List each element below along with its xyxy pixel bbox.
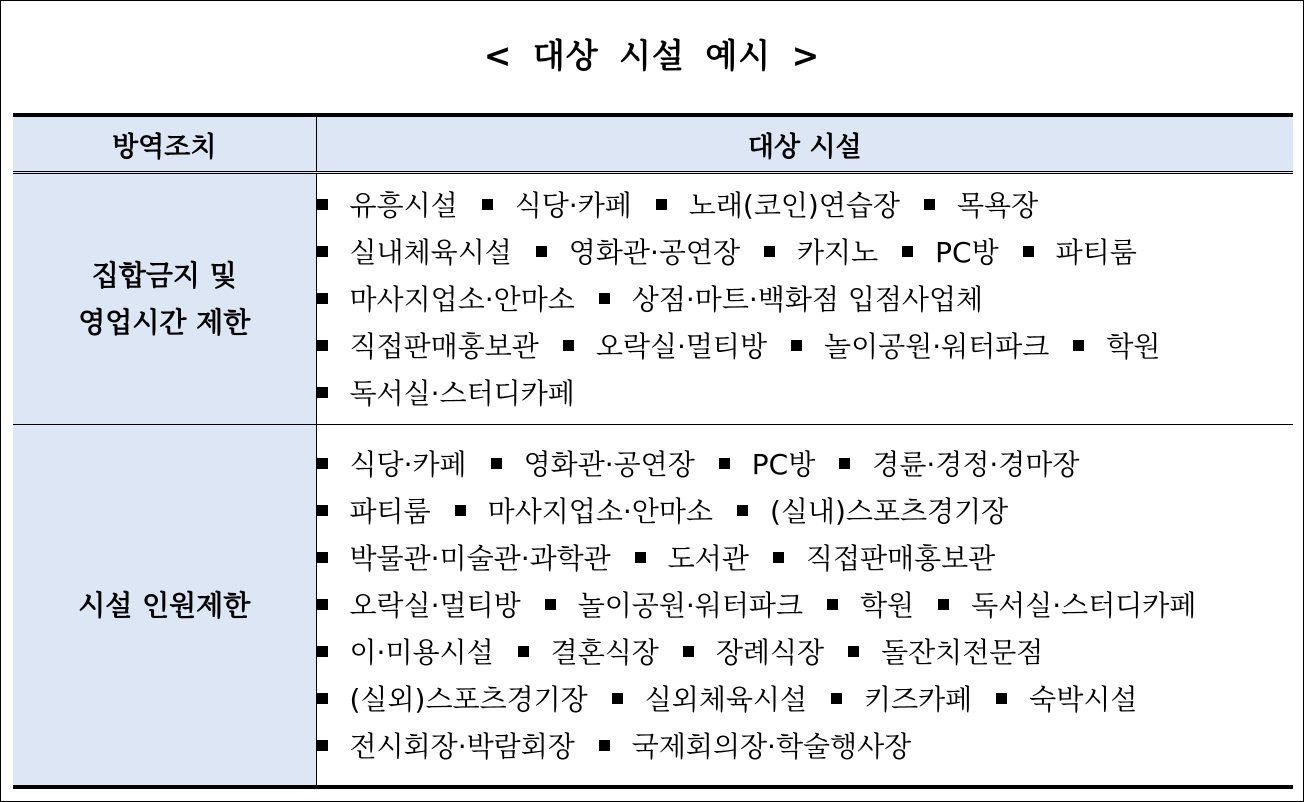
- header-facilities: 대상 시설: [316, 115, 1293, 173]
- facility-item: 직접판매홍보관: [349, 329, 539, 363]
- square-bullet-icon: [317, 199, 328, 210]
- facility-item: 마사지업소·안마소: [349, 282, 575, 316]
- facility-item: 전시회장·박람회장: [349, 729, 575, 763]
- square-bullet-icon: [1073, 340, 1084, 351]
- facility-item: 장례식장: [715, 635, 825, 669]
- facilities-cell: [316, 425, 1293, 788]
- facility-item: 이·미용시설: [349, 635, 494, 669]
- square-bullet-icon: [545, 599, 556, 610]
- square-bullet-icon: [791, 340, 802, 351]
- measure-label: 시설 인원제한: [78, 588, 251, 622]
- square-bullet-icon: [773, 552, 784, 563]
- facility-item: 식당·카페: [349, 447, 467, 481]
- square-bullet-icon: [719, 458, 730, 469]
- measure-label: 집합금지 및: [91, 259, 237, 292]
- facility-item: 결혼식장: [550, 635, 659, 669]
- facility-item: 국제회의장·학술행사장: [631, 729, 912, 763]
- square-bullet-icon: [491, 458, 502, 469]
- facility-item: 식당·카페: [514, 188, 632, 222]
- square-bullet-icon: [848, 646, 859, 657]
- square-bullet-icon: [317, 693, 328, 704]
- facility-item: 독서실·스터디카페: [971, 588, 1197, 622]
- square-bullet-icon: [635, 552, 646, 563]
- facility-item: 영화관·공연장: [523, 447, 695, 481]
- square-bullet-icon: [536, 246, 547, 257]
- facility-item: 실외체육시설: [644, 682, 808, 716]
- measure-label: 영업시간 제한: [78, 306, 251, 339]
- facility-line: [317, 441, 1294, 488]
- square-bullet-icon: [683, 646, 694, 657]
- square-bullet-icon: [827, 599, 838, 610]
- square-bullet-icon: [656, 199, 667, 210]
- square-bullet-icon: [317, 552, 328, 563]
- facility-line: [317, 629, 1294, 676]
- square-bullet-icon: [317, 458, 328, 469]
- facility-item: 독서실·스터디카페: [349, 376, 575, 410]
- measure-cell: [13, 173, 316, 425]
- square-bullet-icon: [455, 505, 466, 516]
- square-bullet-icon: [563, 340, 574, 351]
- facility-item: 학원: [860, 588, 915, 622]
- facility-line: [317, 182, 1294, 229]
- facility-line: [317, 723, 1294, 770]
- facility-item: 직접판매홍보관: [805, 541, 996, 575]
- facility-item: 파티룸: [1055, 235, 1137, 269]
- square-bullet-icon: [317, 340, 328, 351]
- measure-cell: [13, 425, 316, 788]
- facility-item: 오락실·멀티방: [595, 329, 768, 363]
- square-bullet-icon: [1023, 246, 1034, 257]
- facility-item: 노래(코인)연습장: [688, 188, 900, 222]
- facility-line: [317, 676, 1294, 723]
- facility-item: (실내)스포츠경기장: [769, 494, 1009, 528]
- table-row: [13, 425, 1293, 788]
- facility-item: 목욕장: [956, 188, 1039, 222]
- facility-item: 도서관: [667, 541, 749, 575]
- square-bullet-icon: [317, 646, 328, 657]
- square-bullet-icon: [924, 199, 935, 210]
- facility-item: 놀이공원·워터파크: [577, 588, 803, 622]
- square-bullet-icon: [764, 246, 775, 257]
- square-bullet-icon: [317, 599, 328, 610]
- facility-item: 상점·마트·백화점 입점사업체: [631, 282, 984, 316]
- square-bullet-icon: [902, 246, 913, 257]
- facility-item: 숙박시설: [1029, 682, 1138, 716]
- square-bullet-icon: [482, 199, 493, 210]
- square-bullet-icon: [839, 458, 850, 469]
- facility-item: 경륜·경정·경마장: [872, 447, 1080, 481]
- facility-item: 영화관·공연장: [568, 235, 740, 269]
- square-bullet-icon: [317, 387, 328, 398]
- facility-line: [317, 488, 1294, 535]
- facility-item: 박물관·미술관·과학관: [349, 541, 611, 575]
- facility-item: 유흥시설: [349, 188, 458, 222]
- facility-line: [317, 276, 1294, 323]
- table-header-row: [13, 115, 1293, 173]
- square-bullet-icon: [599, 293, 610, 304]
- square-bullet-icon: [518, 646, 529, 657]
- facility-item: 오락실·멀티방: [349, 588, 521, 622]
- square-bullet-icon: [831, 693, 842, 704]
- square-bullet-icon: [737, 505, 748, 516]
- facility-line: [317, 582, 1294, 629]
- square-bullet-icon: [612, 693, 623, 704]
- facilities-cell: [316, 173, 1293, 425]
- square-bullet-icon: [317, 293, 328, 304]
- facility-item: 마사지업소·안마소: [487, 494, 713, 528]
- facility-line: [317, 323, 1294, 370]
- document-title: < 대상 시설 예시 >: [483, 36, 821, 75]
- square-bullet-icon: [317, 246, 328, 257]
- header-measure: 방역조치: [13, 115, 316, 173]
- facility-item: 키즈카페: [864, 682, 973, 716]
- facility-line: [317, 229, 1294, 276]
- square-bullet-icon: [599, 740, 610, 751]
- facility-item: 실내체육시설: [349, 235, 512, 269]
- square-bullet-icon: [938, 599, 949, 610]
- square-bullet-icon: [317, 505, 328, 516]
- facility-item: 놀이공원·워터파크: [824, 329, 1050, 363]
- facility-item: 돌잔치전문점: [881, 635, 1044, 669]
- facility-item: 학원: [1106, 329, 1161, 363]
- facility-line: [317, 370, 1294, 417]
- square-bullet-icon: [317, 740, 328, 751]
- facilities-table: [13, 113, 1293, 789]
- facility-item: 카지노: [797, 235, 879, 269]
- facility-line: [317, 535, 1294, 582]
- table-row: [13, 173, 1293, 425]
- square-bullet-icon: [996, 693, 1007, 704]
- facility-item: (실외)스포츠경기장: [349, 682, 588, 716]
- facility-item: 파티룸: [349, 494, 431, 528]
- facility-item: PC방: [751, 447, 816, 481]
- facility-item: PC방: [935, 235, 999, 269]
